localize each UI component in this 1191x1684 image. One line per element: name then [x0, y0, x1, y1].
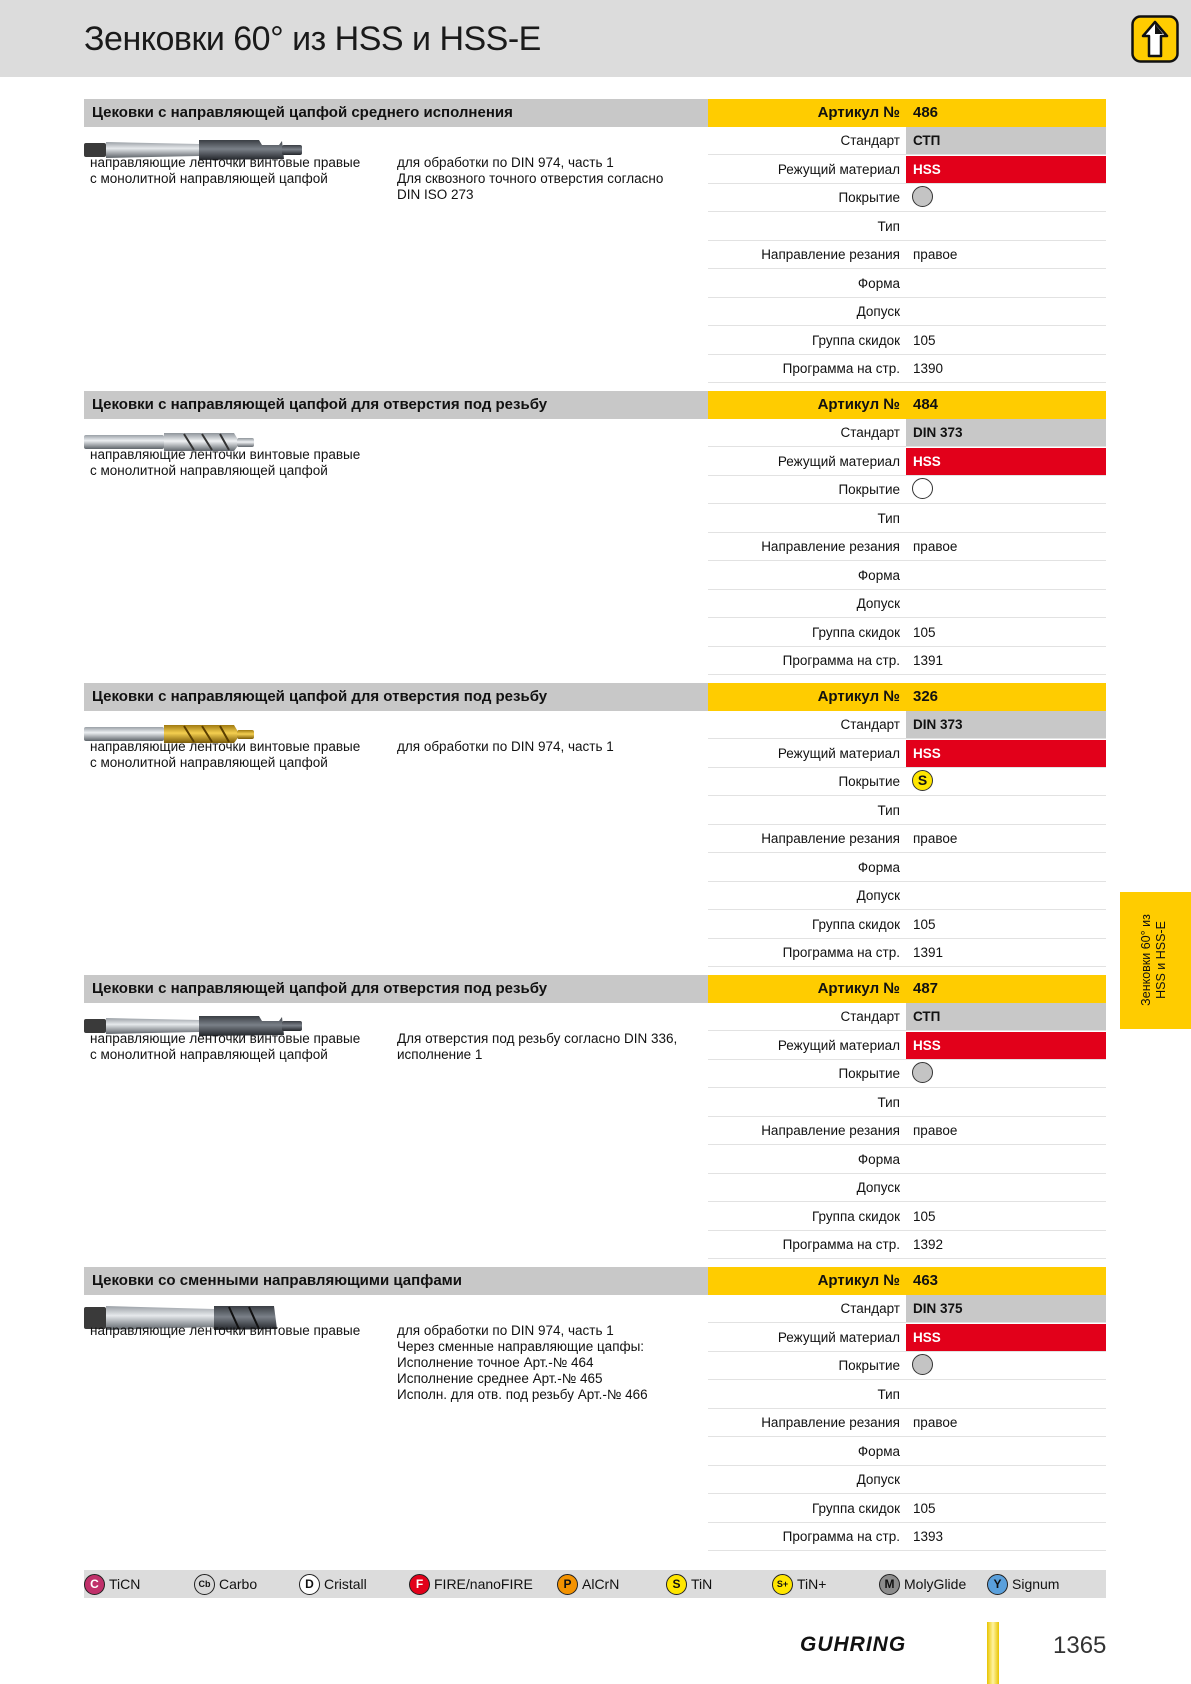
description-application: [397, 1031, 707, 1063]
article-label: Артикул №: [817, 1272, 900, 1289]
coating-molyglide-icon: M: [879, 1574, 900, 1595]
spec-row-tolerance: [708, 1466, 1106, 1494]
spec-row-cutting-material: [708, 1032, 1106, 1060]
spec-row-tolerance: [708, 590, 1106, 618]
section-title: Цековки с направляющей цапфой для отверстия под резьбу: [92, 980, 548, 997]
spec-value: [906, 825, 1106, 852]
spec-label: Программа на стр.: [782, 653, 900, 668]
spec-label: Покрытие: [838, 1066, 900, 1081]
spec-label: Группа скидок: [811, 1500, 900, 1516]
legend-label: FIRE/nanoFIRE: [434, 1576, 533, 1592]
spec-value: [906, 419, 1106, 446]
spec-row-cutting-direction: [708, 1117, 1106, 1145]
spec-row-coating: [708, 1060, 1106, 1088]
spec-row-discount-group: [708, 619, 1106, 647]
description-line: для обработки по DIN 974, часть 1: [397, 155, 614, 170]
material-value: HSS: [913, 453, 941, 469]
spec-label: Режущий материал: [777, 1037, 900, 1053]
spec-row-tolerance: [708, 882, 1106, 910]
spec-row-standard: [708, 1003, 1106, 1031]
spec-label: Допуск: [856, 888, 900, 903]
spec-row-standard: [708, 419, 1106, 447]
coating-grey-icon: [912, 1354, 933, 1375]
spec-value: [906, 911, 1106, 938]
description-line: направляющие ленточки винтовые правые: [90, 155, 361, 170]
spec-label: Направление резания: [761, 247, 900, 262]
spec-row-form: [708, 1146, 1106, 1174]
spec-value: [906, 1003, 1106, 1030]
header-bar: [0, 0, 1191, 77]
spec-value: [906, 711, 1106, 738]
spec-label: Тип: [877, 510, 900, 526]
spec-row-coating: [708, 1352, 1106, 1380]
description-line: направляющие ленточки винтовые правые: [90, 739, 361, 754]
description-features: [90, 1031, 390, 1063]
spec-label: Форма: [857, 859, 900, 875]
spec-label: Направление резания: [761, 1123, 900, 1138]
spec-label: Программа на стр.: [782, 1237, 900, 1252]
description-features: [90, 447, 390, 479]
spec-label: Режущий материал: [777, 161, 900, 177]
spec-row-coating: [708, 768, 1106, 796]
section-header: [84, 391, 708, 419]
spec-value: [906, 327, 1106, 354]
description-application: [397, 1323, 707, 1403]
article-label: Артикул №: [817, 396, 900, 413]
material-value: HSS: [913, 1037, 941, 1053]
spec-label: Направление резания: [761, 1415, 900, 1430]
discount-value: 105: [913, 1208, 936, 1224]
spec-label: Тип: [877, 1094, 900, 1110]
spec-label: Стандарт: [840, 1009, 900, 1024]
spec-value: [906, 1523, 1106, 1550]
spec-row-cutting-direction: [708, 825, 1106, 853]
article-number: 486: [913, 104, 939, 121]
standard-value: DIN 373: [913, 425, 963, 440]
spec-label: Тип: [877, 218, 900, 234]
section-title: Цековки со сменными направляющими цапфами: [92, 1272, 462, 1289]
spec-value: [906, 1438, 1106, 1465]
description-application: [397, 155, 707, 203]
standard-value: СТП: [913, 133, 941, 148]
legend-label: Carbo: [219, 1576, 258, 1592]
spec-row-cutting-material: [708, 1324, 1106, 1352]
spec-row-standard: [708, 711, 1106, 739]
brand-logo: GUHRING: [800, 1633, 907, 1656]
spec-row-form: [708, 1438, 1106, 1466]
coating-white-icon: [912, 478, 933, 499]
spec-row-cutting-direction: [708, 1409, 1106, 1437]
spec-label: Тип: [877, 802, 900, 818]
spec-label: Покрытие: [838, 482, 900, 497]
material-value: HSS: [913, 161, 941, 177]
spec-label: Форма: [857, 567, 900, 583]
spec-row-cutting-material: [708, 156, 1106, 184]
spec-value: [906, 448, 1106, 475]
spec-value: [906, 1409, 1106, 1436]
direction-value: правое: [913, 1415, 958, 1430]
program-page-value: 1391: [913, 653, 944, 668]
spec-label: Программа на стр.: [782, 945, 900, 960]
spec-value: [906, 1466, 1106, 1493]
spec-row-program-page: [708, 355, 1106, 383]
spec-row-type: [708, 1381, 1106, 1409]
spec-row-cutting-direction: [708, 241, 1106, 269]
spec-value: [906, 298, 1106, 325]
spec-value: [906, 241, 1106, 268]
coating-carbo-icon: Cb: [194, 1574, 215, 1595]
spec-row-form: [708, 270, 1106, 298]
description-line: направляющие ленточки винтовые правые: [90, 1323, 361, 1338]
article-number: 326: [913, 688, 939, 705]
spec-row-form: [708, 562, 1106, 590]
side-tab-line: Зенковки 60° из: [1139, 914, 1153, 1006]
article-row: [708, 683, 1106, 711]
direction-value: правое: [913, 1123, 958, 1138]
description-line: Для сквозного точного отверстия согласно: [397, 171, 664, 186]
spec-label: Допуск: [856, 1472, 900, 1487]
spec-row-discount-group: [708, 327, 1106, 355]
spec-label: Режущий материал: [777, 1329, 900, 1345]
legend-label: Cristall: [324, 1576, 367, 1592]
spec-row-tolerance: [708, 1174, 1106, 1202]
description-line: с монолитной направляющей цапфой: [90, 755, 328, 770]
article-label: Артикул №: [817, 104, 900, 121]
spec-label: Допуск: [856, 1180, 900, 1195]
spec-row-coating: [708, 184, 1106, 212]
spec-label: Покрытие: [838, 774, 900, 789]
section-header: [84, 1267, 708, 1295]
article-row: [708, 99, 1106, 127]
page-number: 1365: [1053, 1632, 1107, 1659]
legend-label: TiN: [691, 1576, 713, 1592]
description-line: для обработки по DIN 974, часть 1: [397, 1323, 614, 1338]
spec-value: [906, 1324, 1106, 1351]
coating-fire-nanofire-icon: F: [409, 1574, 430, 1595]
spec-label: Программа на стр.: [782, 361, 900, 376]
spec-row-discount-group: [708, 911, 1106, 939]
program-page-value: 1391: [913, 945, 944, 960]
description-line: DIN ISO 273: [397, 187, 474, 202]
spec-label: Форма: [857, 1443, 900, 1459]
product-section: [0, 99, 1191, 389]
discount-value: 105: [913, 624, 936, 640]
article-number: 484: [913, 396, 939, 413]
description-features: [90, 155, 390, 187]
material-value: HSS: [913, 1329, 941, 1345]
discount-value: 105: [913, 1500, 936, 1516]
article-row: [708, 1267, 1106, 1295]
spec-row-program-page: [708, 939, 1106, 967]
legend-label: Signum: [1012, 1576, 1060, 1592]
spec-label: Тип: [877, 1386, 900, 1402]
spec-value: [906, 533, 1106, 560]
spec-row-discount-group: [708, 1495, 1106, 1523]
description-line: Для отверстия под резьбу согласно DIN 336,: [397, 1031, 678, 1046]
coating-grey-icon: [912, 1062, 933, 1083]
spec-label: Допуск: [856, 596, 900, 611]
spec-row-program-page: [708, 1523, 1106, 1551]
description-features: [90, 1323, 390, 1339]
spec-label: Направление резания: [761, 539, 900, 554]
spec-label: Стандарт: [840, 133, 900, 148]
spec-label: Режущий материал: [777, 745, 900, 761]
description-line: направляющие ленточки винтовые правые: [90, 447, 361, 462]
article-number: 463: [913, 1272, 939, 1289]
section-title: Цековки с направляющей цапфой для отверстия под резьбу: [92, 688, 548, 705]
coating-tin-icon: S: [666, 1574, 687, 1595]
coating-yellow-icon: S: [912, 770, 933, 791]
spec-value: [906, 1203, 1106, 1230]
spec-label: Группа скидок: [811, 624, 900, 640]
product-section: [0, 1267, 1191, 1557]
coating-ticn-icon: C: [84, 1574, 105, 1595]
description-line: с монолитной направляющей цапфой: [90, 1047, 328, 1062]
product-section: [0, 683, 1191, 973]
section-title: Цековки с направляющей цапфой среднего исполнения: [92, 104, 513, 121]
spec-label: Форма: [857, 1151, 900, 1167]
spec-row-type: [708, 1089, 1106, 1117]
program-page-value: 1392: [913, 1237, 944, 1252]
spec-value: [906, 127, 1106, 154]
discount-value: 105: [913, 332, 936, 348]
spec-row-form: [708, 854, 1106, 882]
spec-value: [906, 156, 1106, 183]
section-header: [84, 683, 708, 711]
legend-label: MolyGlide: [904, 1576, 967, 1592]
spec-value: [906, 740, 1106, 767]
article-row: [708, 391, 1106, 419]
spec-row-coating: [708, 476, 1106, 504]
description-line: направляющие ленточки винтовые правые: [90, 1031, 361, 1046]
spec-value: [906, 1060, 1106, 1087]
description-features: [90, 739, 390, 771]
direction-value: правое: [913, 831, 958, 846]
spec-value: [906, 562, 1106, 589]
coating-cristall-icon: D: [299, 1574, 320, 1595]
spec-value: [906, 1089, 1106, 1116]
spec-row-standard: [708, 127, 1106, 155]
article-label: Артикул №: [817, 980, 900, 997]
footer-accent: [987, 1622, 999, 1684]
legend-label: TiCN: [109, 1576, 141, 1592]
spec-value: [906, 939, 1106, 966]
page-title: Зенковки 60° из HSS и HSS-E: [84, 20, 541, 58]
spec-value: [906, 505, 1106, 532]
material-value: HSS: [913, 745, 941, 761]
spec-row-cutting-material: [708, 448, 1106, 476]
article-number: 487: [913, 980, 939, 997]
spec-label: Направление резания: [761, 831, 900, 846]
spec-value: [906, 797, 1106, 824]
spec-label: Допуск: [856, 304, 900, 319]
spec-value: [906, 768, 1106, 795]
spec-row-discount-group: [708, 1203, 1106, 1231]
section-title: Цековки с направляющей цапфой для отверстия под резьбу: [92, 396, 548, 413]
spec-value: [906, 590, 1106, 617]
standard-value: DIN 373: [913, 717, 963, 732]
spec-label: Группа скидок: [811, 916, 900, 932]
spec-value: [906, 647, 1106, 674]
product-section: [0, 391, 1191, 681]
coating-signum-icon: Y: [987, 1574, 1008, 1595]
spec-value: [906, 854, 1106, 881]
spec-value: [906, 619, 1106, 646]
program-page-value: 1393: [913, 1529, 944, 1544]
spec-value: [906, 1174, 1106, 1201]
description-line: для обработки по DIN 974, часть 1: [397, 739, 614, 754]
spec-label: Покрытие: [838, 190, 900, 205]
spec-value: [906, 270, 1106, 297]
section-header: [84, 975, 708, 1003]
spec-value: [906, 882, 1106, 909]
description-line: Через сменные направляющие цапфы:: [397, 1339, 645, 1354]
direction-value: правое: [913, 247, 958, 262]
spec-value: [906, 1231, 1106, 1258]
spec-label: Покрытие: [838, 1358, 900, 1373]
spec-row-type: [708, 505, 1106, 533]
spec-value: [906, 1032, 1106, 1059]
spec-row-cutting-direction: [708, 533, 1106, 561]
spec-row-type: [708, 797, 1106, 825]
spec-label: Стандарт: [840, 425, 900, 440]
section-header: [84, 99, 708, 127]
description-line: Исполнение среднее Арт.-№ 465: [397, 1371, 603, 1386]
discount-value: 105: [913, 916, 936, 932]
spec-value: [906, 1117, 1106, 1144]
countersink-category-icon: [1131, 15, 1179, 63]
direction-value: правое: [913, 539, 958, 554]
spec-value: [906, 1381, 1106, 1408]
description-line: исполнение 1: [397, 1047, 483, 1062]
program-page-value: 1390: [913, 361, 944, 376]
spec-row-type: [708, 213, 1106, 241]
spec-label: Группа скидок: [811, 332, 900, 348]
spec-row-tolerance: [708, 298, 1106, 326]
spec-value: [906, 355, 1106, 382]
spec-value: [906, 213, 1106, 240]
standard-value: СТП: [913, 1009, 941, 1024]
description-line: с монолитной направляющей цапфой: [90, 463, 328, 478]
spec-label: Форма: [857, 275, 900, 291]
spec-value: [906, 1146, 1106, 1173]
spec-label: Программа на стр.: [782, 1529, 900, 1544]
standard-value: DIN 375: [913, 1301, 963, 1316]
description-line: Исполн. для отв. под резьбу Арт.-№ 466: [397, 1387, 648, 1402]
legend-label: AlCrN: [582, 1576, 620, 1592]
description-line: Исполнение точное Арт.-№ 464: [397, 1355, 594, 1370]
article-row: [708, 975, 1106, 1003]
side-tab[interactable]: [1120, 892, 1191, 1029]
spec-row-program-page: [708, 1231, 1106, 1259]
description-application: [397, 739, 707, 755]
spec-value: [906, 1352, 1106, 1379]
spec-label: Группа скидок: [811, 1208, 900, 1224]
product-section: [0, 975, 1191, 1265]
description-line: с монолитной направляющей цапфой: [90, 171, 328, 186]
spec-value: [906, 476, 1106, 503]
article-label: Артикул №: [817, 688, 900, 705]
spec-row-program-page: [708, 647, 1106, 675]
spec-value: [906, 1295, 1106, 1322]
spec-row-cutting-material: [708, 740, 1106, 768]
coating-legend: [84, 1570, 1106, 1598]
coating-tin--icon: S+: [772, 1574, 793, 1595]
legend-label: TiN+: [797, 1576, 827, 1592]
spec-row-standard: [708, 1295, 1106, 1323]
coating-grey-icon: [912, 186, 933, 207]
spec-label: Стандарт: [840, 1301, 900, 1316]
coating-alcrn-icon: P: [557, 1574, 578, 1595]
spec-label: Стандарт: [840, 717, 900, 732]
spec-label: Режущий материал: [777, 453, 900, 469]
spec-value: [906, 1495, 1106, 1522]
side-tab-line: HSS и HSS-E: [1154, 921, 1168, 999]
spec-value: [906, 184, 1106, 211]
side-tab-label: [1139, 914, 1169, 1006]
